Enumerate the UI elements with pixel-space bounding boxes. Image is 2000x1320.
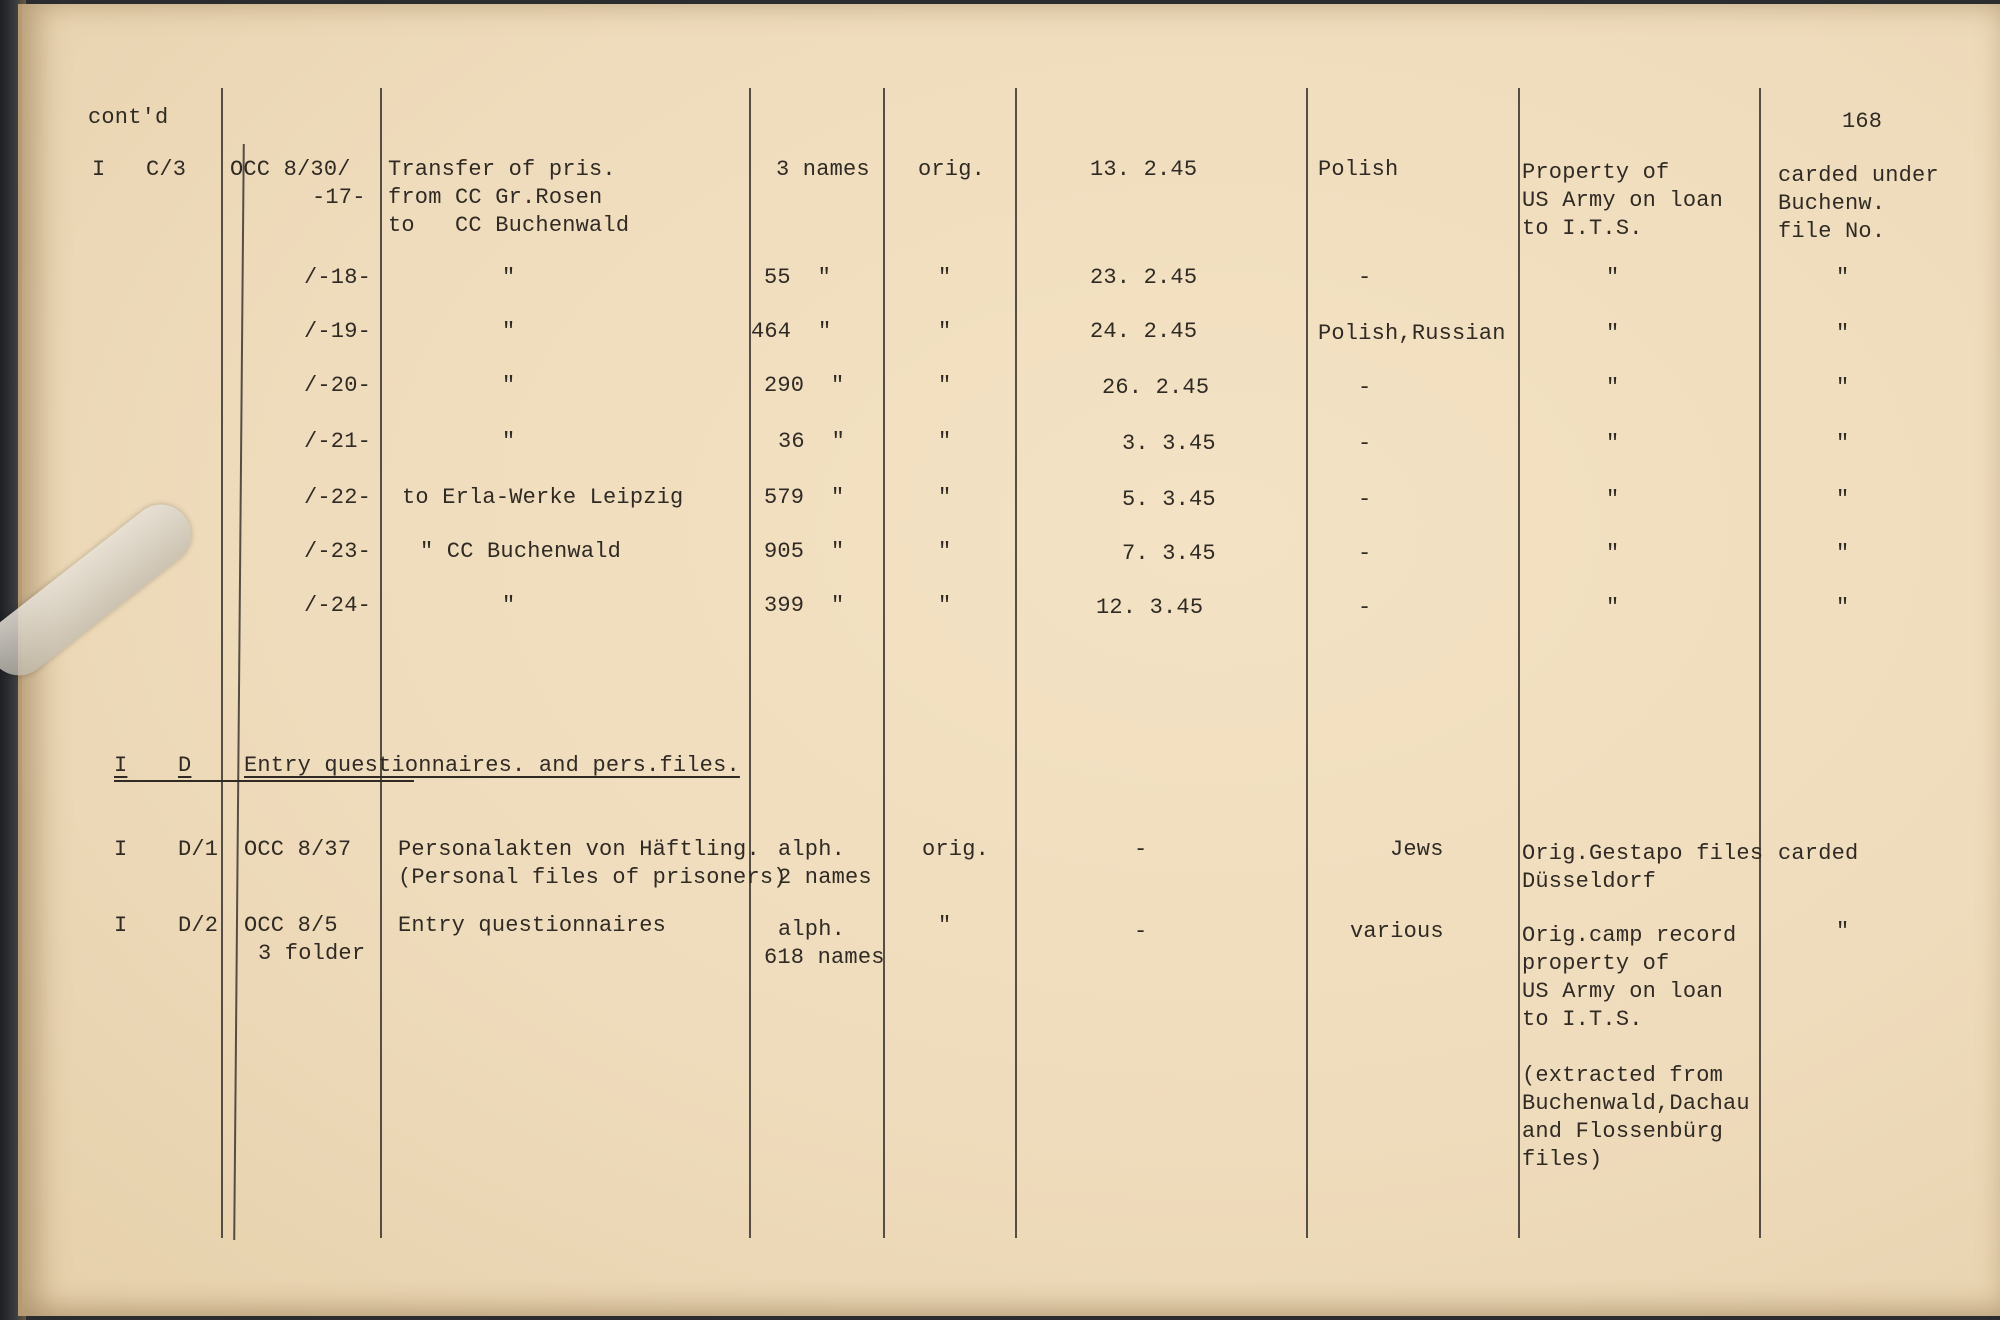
row-item: /-23- (304, 539, 372, 564)
row-item: /-20- (304, 373, 372, 398)
row-extra: " (1836, 375, 1850, 400)
d2-count-2: 618 names (764, 945, 885, 970)
row-extra: " (1836, 321, 1850, 346)
d2-nationality: various (1350, 919, 1444, 944)
row-kind: " (938, 429, 952, 454)
column-rule (1015, 88, 1017, 1238)
row-nationality: Polish,Russian (1318, 321, 1506, 346)
row-nationality: - (1358, 595, 1372, 620)
section-d-roman: I (114, 753, 128, 778)
d1-date: - (1134, 837, 1148, 862)
section-c-code: C/3 (146, 157, 187, 182)
row-kind: " (938, 593, 952, 618)
section-c-remarks-3: to I.T.S. (1522, 216, 1643, 241)
contd-label: cont'd (88, 105, 169, 130)
d1-kind: orig. (922, 837, 990, 862)
row-date: 26. 2.45 (1102, 375, 1210, 400)
row-remarks: " (1606, 431, 1620, 456)
column-rule (380, 88, 382, 1238)
section-c-first-kind: orig. (918, 157, 986, 182)
row-date: 7. 3.45 (1122, 541, 1216, 566)
row-kind: " (938, 485, 952, 510)
section-c-first-item: -17- (312, 185, 366, 210)
d1-count-1: alph. (778, 837, 846, 862)
section-c-first-nationality: Polish (1318, 157, 1399, 182)
section-c-desc-2: from CC Gr.Rosen (388, 185, 603, 210)
section-c-remarks-1: Property of (1522, 160, 1670, 185)
row-remarks: " (1606, 375, 1620, 400)
section-c-extra-1: carded under (1778, 163, 1939, 188)
d2-date: - (1134, 919, 1148, 944)
row-desc: " CC Buchenwald (420, 539, 622, 564)
section-c-occ: OCC 8/30/ (230, 157, 351, 182)
section-c-extra-3: file No. (1778, 219, 1886, 244)
d2-occ-2: 3 folder (258, 941, 366, 966)
row-kind: " (938, 539, 952, 564)
d1-extra: carded (1778, 841, 1859, 866)
row-remarks: " (1606, 487, 1620, 512)
row-count: 36 " (778, 429, 846, 454)
column-rule (233, 144, 245, 1240)
column-rule (1306, 88, 1308, 1238)
row-date: 23. 2.45 (1090, 265, 1198, 290)
column-rule (1518, 88, 1520, 1238)
row-date: 3. 3.45 (1122, 431, 1216, 456)
d1-nationality: Jews (1390, 837, 1444, 862)
row-extra: " (1836, 595, 1850, 620)
row-desc: " (502, 319, 516, 344)
d1-code: D/1 (178, 837, 219, 862)
row-item: /-19- (304, 319, 372, 344)
d2-roman: I (114, 913, 128, 938)
section-d-rule (114, 780, 414, 782)
d2-extra: " (1836, 919, 1850, 944)
section-d-code: D (178, 753, 192, 778)
row-desc: " (502, 373, 516, 398)
row-nationality: - (1358, 487, 1372, 512)
section-c-remarks-2: US Army on loan (1522, 188, 1724, 213)
row-kind: " (938, 373, 952, 398)
d2-remarks-9: files) (1522, 1147, 1603, 1172)
row-date: 12. 3.45 (1096, 595, 1204, 620)
d2-remarks-6: (extracted from (1522, 1063, 1724, 1088)
row-extra: " (1836, 431, 1850, 456)
column-rule (883, 88, 885, 1238)
row-count: 55 " (764, 265, 832, 290)
d2-count-1: alph. (778, 917, 846, 942)
row-nationality: - (1358, 375, 1372, 400)
d1-remarks-2: Düsseldorf (1522, 869, 1657, 894)
section-c-first-count: 3 names (776, 157, 870, 182)
d2-code: D/2 (178, 913, 219, 938)
row-date: 5. 3.45 (1122, 487, 1216, 512)
d1-desc-1: Personalakten von Häftling. (398, 837, 760, 862)
d2-remarks-3: US Army on loan (1522, 979, 1724, 1004)
row-item: /-24- (304, 593, 372, 618)
d2-desc-1: Entry questionnaires (398, 913, 667, 938)
d2-kind: " (938, 913, 952, 938)
row-nationality: - (1358, 541, 1372, 566)
row-nationality: - (1358, 431, 1372, 456)
row-count: 399 " (764, 593, 845, 618)
column-rule (221, 88, 223, 1238)
row-extra: " (1836, 541, 1850, 566)
row-remarks: " (1606, 541, 1620, 566)
row-count: 290 " (764, 373, 845, 398)
row-extra: " (1836, 265, 1850, 290)
d1-roman: I (114, 837, 128, 862)
row-item: /-22- (304, 485, 372, 510)
d1-remarks-1: Orig.Gestapo files (1522, 841, 1764, 866)
row-kind: " (938, 265, 952, 290)
section-c-desc-3: to CC Buchenwald (388, 213, 630, 238)
ledger-page (18, 4, 2000, 1316)
row-desc: " (502, 593, 516, 618)
row-count: 579 " (764, 485, 845, 510)
row-remarks: " (1606, 321, 1620, 346)
d2-remarks-4: to I.T.S. (1522, 1007, 1643, 1032)
row-kind: " (938, 319, 952, 344)
row-remarks: " (1606, 265, 1620, 290)
row-item: /-18- (304, 265, 372, 290)
d1-desc-2: (Personal files of prisoners) (398, 865, 787, 890)
section-c-extra-2: Buchenw. (1778, 191, 1886, 216)
column-rule (1759, 88, 1761, 1238)
d1-occ: OCC 8/37 (244, 837, 352, 862)
d2-remarks-1: Orig.camp record (1522, 923, 1737, 948)
row-nationality: - (1358, 265, 1372, 290)
row-item: /-21- (304, 429, 372, 454)
section-c-roman: I (92, 157, 106, 182)
section-d-title: Entry questionnaires. and pers.files. (244, 753, 740, 778)
d2-occ: OCC 8/5 (244, 913, 338, 938)
row-desc: to Erla-Werke Leipzig (402, 485, 684, 510)
column-rule (749, 88, 751, 1238)
page-number: 168 (1842, 109, 1883, 134)
row-extra: " (1836, 487, 1850, 512)
section-c-first-date: 13. 2.45 (1090, 157, 1198, 182)
row-date: 24. 2.45 (1090, 319, 1198, 344)
d1-count-2: 2 names (778, 865, 872, 890)
row-count: 905 " (764, 539, 845, 564)
row-remarks: " (1606, 595, 1620, 620)
d2-remarks-2: property of (1522, 951, 1670, 976)
row-count: 464 " (751, 319, 832, 344)
row-desc: " (502, 265, 516, 290)
section-c-desc-1: Transfer of pris. (388, 157, 616, 182)
d2-remarks-8: and Flossenbürg (1522, 1119, 1724, 1144)
row-desc: " (502, 429, 516, 454)
d2-remarks-7: Buchenwald,Dachau (1522, 1091, 1750, 1116)
